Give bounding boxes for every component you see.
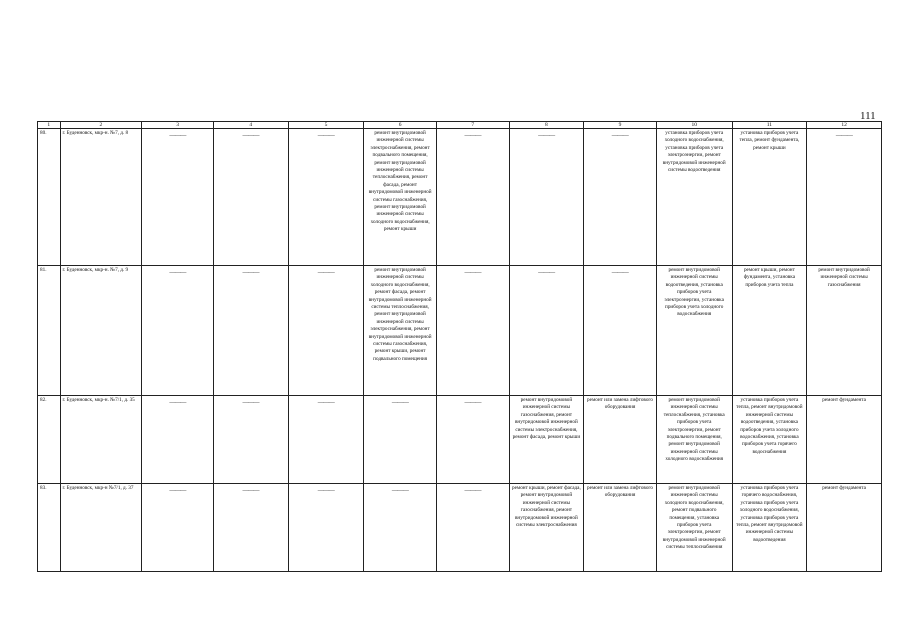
empty-cell <box>509 266 584 396</box>
dash-mark: ——— <box>169 400 186 406</box>
column-header: 4 <box>213 122 288 129</box>
work-cell: ремонт фундамента <box>807 396 882 484</box>
dash-mark: ——— <box>464 270 481 276</box>
work-cell: ремонт фундамента <box>807 484 882 572</box>
empty-cell <box>288 396 364 484</box>
table-row <box>38 484 882 572</box>
column-header: 3 <box>142 122 214 129</box>
dash-mark: ——— <box>242 400 260 406</box>
dash-mark: ——— <box>391 400 409 406</box>
address-cell: г. Буденновск, мкр-н №7/1, д. 37 <box>60 484 142 572</box>
dash-mark: ——— <box>538 133 555 139</box>
dash-mark: ——— <box>317 270 335 276</box>
address-cell: г. Буденновск, мкр-н. №7, д. 9 <box>60 266 142 396</box>
empty-cell <box>288 266 364 396</box>
empty-cell <box>807 129 882 266</box>
column-header: 7 <box>436 122 509 129</box>
work-cell: ремонт внутридомовой инженерной системы водоотведения, установка приборов учета электроэнергии, установка приборов учета холодного водоснабжения <box>656 266 732 396</box>
work-cell: ремонт внутридомовой инженерной системы электроснабжения, ремонт подвального помещения, ремонт внутридомовой инженерной системы теплоснабжения, ремонт фасада, ремонт внутридомовой инженерной системы газоснабжения, ремонт внутридомовой инженерной системы холодного водоснабжения, ремонт крыши <box>364 129 437 266</box>
table-row <box>38 266 882 396</box>
dash-mark: ——— <box>464 488 481 494</box>
empty-cell <box>288 129 364 266</box>
dash-mark: ——— <box>242 270 260 276</box>
empty-cell <box>364 396 437 484</box>
work-cell: ремонт внутридомовой инженерной системы газоснабжения, ремонт внутридомовой инженерной системы электроснабжения, ремонт фасада, ремонт крыши <box>509 396 584 484</box>
work-cell: ремонт крыши, ремонт фундамента, установка приборов учета тепла <box>732 266 807 396</box>
address-cell: г. Буденновск, мкр-н. №7/1, д. 35 <box>60 396 142 484</box>
column-number-row <box>38 122 882 129</box>
dash-mark: ——— <box>391 488 409 494</box>
empty-cell <box>142 266 214 396</box>
work-cell: ремонт крыши, ремонт фасада, ремонт внутридомовой инженерной системы газоснабжения, ремонт внутридомовой инженерной системы электроснабжения <box>509 484 584 572</box>
column-header: 6 <box>364 122 437 129</box>
empty-cell <box>213 484 288 572</box>
empty-cell <box>584 266 657 396</box>
work-cell: ремонт или замена лифтового оборудования <box>584 484 657 572</box>
dash-mark: ——— <box>611 133 629 139</box>
empty-cell <box>213 129 288 266</box>
empty-cell <box>288 484 364 572</box>
empty-cell <box>584 129 657 266</box>
dash-mark: ——— <box>464 133 481 139</box>
column-header: 12 <box>807 122 882 129</box>
column-header: 9 <box>584 122 657 129</box>
empty-cell <box>142 396 214 484</box>
dash-mark: ——— <box>169 270 186 276</box>
dash-mark: ——— <box>317 488 335 494</box>
row-number: 80. <box>38 129 61 266</box>
address-cell: г. Буденновск, мкр-н. №7, д. 8 <box>60 129 142 266</box>
row-number: 82. <box>38 396 61 484</box>
work-cell: ремонт внутридомовой инженерной системы теплоснабжения, установка приборов учета электроэнергии, ремонт подвального помещения, ремонт внутридомовой инженерной системы холодного водоснабжения <box>656 396 732 484</box>
empty-cell <box>436 484 509 572</box>
dash-mark: ——— <box>242 488 260 494</box>
empty-cell <box>213 396 288 484</box>
work-cell: ремонт внутридомовой инженерной системы холодного водоснабжения, ремонт фасада, ремонт внутридомовой инженерной системы теплоснабжения, ремонт внутридомовой инженерной системы электроснабжения, ремонт внутридомовой инженерной системы газоснабжения, ремонт крыши, ремонт подвального помещения <box>364 266 437 396</box>
row-number: 83. <box>38 484 61 572</box>
page-number: 111 <box>860 110 876 122</box>
column-header: 10 <box>656 122 732 129</box>
empty-cell <box>436 129 509 266</box>
work-cell: установка приборов учета тепла, ремонт фундамента, ремонт крыши <box>732 129 807 266</box>
table-row <box>38 129 882 266</box>
dash-mark: ——— <box>317 400 335 406</box>
dash-mark: ——— <box>317 133 335 139</box>
column-header: 8 <box>509 122 584 129</box>
empty-cell <box>142 484 214 572</box>
dash-mark: ——— <box>464 400 481 406</box>
work-cell: ремонт внутридомовой инженерной системы газоснабжения <box>807 266 882 396</box>
empty-cell <box>509 129 584 266</box>
empty-cell <box>364 484 437 572</box>
column-header: 2 <box>60 122 142 129</box>
repair-schedule-table <box>37 121 882 572</box>
column-header: 11 <box>732 122 807 129</box>
empty-cell <box>436 396 509 484</box>
table-row <box>38 396 882 484</box>
work-cell: установка приборов учета тепла, ремонт внутридомовой инженерной системы водоотведения, установка приборов учета холодного водоснабжения, установка приборов учета горячего водоснабжения <box>732 396 807 484</box>
column-header: 5 <box>288 122 364 129</box>
row-number: 81. <box>38 266 61 396</box>
work-cell: установка приборов учета горячего водоснабжения, установка приборов учета холодного водоснабжения, установка приборов учета тепла, ремонт внутридомовой инженерной системы водоотведения <box>732 484 807 572</box>
dash-mark: ——— <box>611 270 629 276</box>
work-cell: ремонт или замена лифтового оборудования <box>584 396 657 484</box>
dash-mark: ——— <box>242 133 260 139</box>
dash-mark: ——— <box>169 133 186 139</box>
dash-mark: ——— <box>538 270 555 276</box>
dash-mark: ——— <box>835 133 853 139</box>
empty-cell <box>436 266 509 396</box>
empty-cell <box>142 129 214 266</box>
work-cell: установка приборов учета холодного водоснабжения, установка приборов учета электроэнергии, ремонт внутридомовой инженерной системы водоотведения <box>656 129 732 266</box>
column-header: 1 <box>38 122 61 129</box>
work-cell: ремонт внутридомовой инженерной системы холодного водоснабжения, ремонт подвального помещения, установка приборов учета электроэнергии, ремонт внутридомовой инженерной системы теплоснабжения <box>656 484 732 572</box>
empty-cell <box>213 266 288 396</box>
dash-mark: ——— <box>169 488 186 494</box>
